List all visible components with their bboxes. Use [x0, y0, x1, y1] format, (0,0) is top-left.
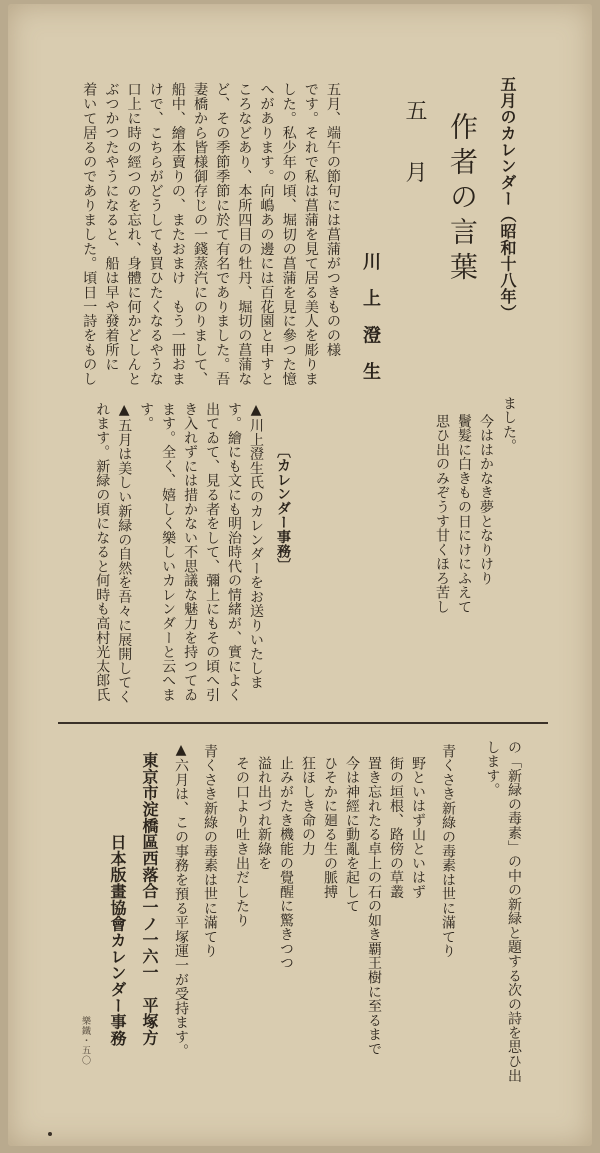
poem-2-line: 今は神經に動亂を起して [344, 756, 360, 914]
page-mark [48, 1132, 52, 1136]
poem-2-line: 置き忘れたる卓上の石の如き覇王樹に至るまで [366, 756, 382, 1056]
section-title: 作者の言葉 [446, 112, 479, 287]
office-notes: ▲川上澄生氏のカレンダーをお送りいたしま す。繪にも文にも明治時代の情緒が、實によく 出てゐて、見る者をして、彌上にもその頃へ引 き入れずには措かない不思議な魅力を持つてゐ ます。全く、嬉しく樂しいカレンダーと云へま す。 ▲五月は美しい新緑の自然を吾々に展開してく れます。新緑の頃になると何時も高村光太郎氏 [94, 402, 264, 704]
poem-1-line: 今ははかなき夢となりけり [478, 414, 494, 586]
poem-1-line: 鬢髮に白きもの日にけにふえて [456, 414, 472, 614]
closing-note: ▲六月は、この事務を預る平塚運一が受持ます。 [173, 742, 189, 1059]
poem-2-line: 野といはず山といはず [410, 756, 426, 899]
poem-2-line: 街の垣根、路傍の草叢 [388, 756, 404, 899]
poem-1-intro: ました。 [501, 396, 517, 454]
organization-name: 日本版畫協會カレンダー事務 [108, 834, 127, 1047]
office-section-title: 〔カレンダー事務〕 [275, 444, 291, 573]
poem-2-line: ひそかに廻る生の脈搏 [322, 756, 338, 899]
poem-2-line: 狂ほしき命の力 [300, 756, 316, 856]
author-name: 川 上 澄 生 [360, 252, 381, 381]
series-title: 五月のカレンダー（昭和十八年） [498, 76, 517, 321]
essay-text: 五月、端午の節句には菖蒲がつきものの様 です。それで私は菖蒲を見て居る美人を彫りま した。私少年の頃、堀切の菖蒲を見に參つた憶 へがあります。向嶋あの邊には百花園と申すと ころなどあり、本所四目の牡丹、堀切の菖蒲な ど、その季節季節に於て有名でありました。吾 妻橋から皆様御存じの一錢蒸汽にのりまして、 船中、繪本賣りの、またおまけ もう一冊おま けで、こちらがどうしても買ひたくなるやうな 口上に時の經つのを忘れ、身體に何かどしんと ぶつかつたやうになると、船は早や發着所に 着いて居るのでありました。頃日一詩をものし [81, 82, 341, 387]
office-address: 東京市淀橋區西落合一ノ一六一 平塚方 [140, 752, 159, 1046]
bottom-intro: の「新緑の毒素」の中の新緑と題する次の詩を思ひ出 します。 [484, 740, 522, 1083]
section-divider [58, 722, 548, 724]
print-stamp: 樂鐵・五〇 [80, 1016, 90, 1066]
poem-2-line: その口より吐き出だしたり [234, 756, 250, 928]
month-heading: 五 月 [402, 99, 427, 192]
calendar-page [8, 4, 592, 1146]
poem-2-line: 青くさき新綠の毒素は世に滿てり [440, 744, 456, 959]
poem-2-line: 止みがたき機能の覺醒に驚きつつ [278, 756, 294, 971]
poem-2-line: 青くさき新綠の毒素は世に滿てり [202, 744, 218, 959]
poem-2-line: 溢れ出づれ新綠を [256, 756, 272, 871]
poem-1-line: 思ひ出のみぞうす甘くほろ苦し [434, 414, 450, 614]
